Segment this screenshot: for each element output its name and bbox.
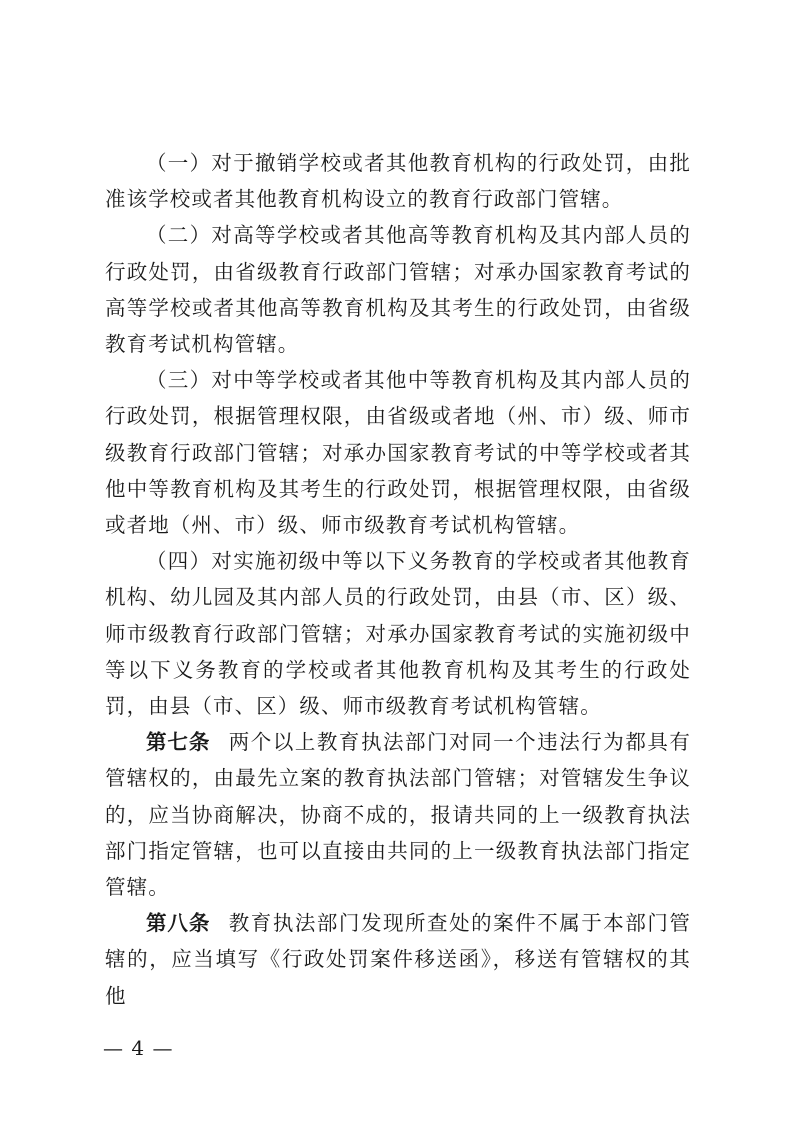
article-8-title: 第八条: [146, 911, 211, 936]
article-7-title: 第七条: [146, 730, 211, 755]
article-7: [105, 724, 691, 905]
paragraph-item-4: （四）对实施初级中等以下义务教育的学校或者其他教育机构、幼儿园及其内部人员的行政处罚，由县（市、区）级、师市级教育行政部门管辖；对承办国家教育考试的实施初级中等以下义务教育的学校或者其他教育机构及其考生的行政处罚，由县（市、区）级、师市级教育考试机构管辖。: [105, 549, 691, 719]
article-7-text: 两个以上教育执法部门对同一个违法行为都具有管辖权的，由最先立案的教育执法部门管辖；对管辖发生争议的，应当协商解决，协商不成的，报请共同的上一级教育执法部门指定管辖，也可以直接由共同的上一级教育执法部门指定管辖。: [105, 730, 692, 900]
document-body: [105, 145, 691, 1014]
paragraph-item-3: （三）对中等学校或者其他中等教育机构及其内部人员的行政处罚，根据管理权限，由省级或者地（州、市）级、师市级教育行政部门管辖；对承办国家教育考试的中等学校或者其他中等教育机构及其考生的行政处罚，根据管理权限，由省级或者地（州、市）级、师市级教育考试机构管辖。: [105, 368, 691, 538]
paragraph-item-1: （一）对于撤销学校或者其他教育机构的行政处罚，由批准该学校或者其他教育机构设立的教育行政部门管辖。: [105, 151, 691, 212]
article-8: [105, 905, 691, 1014]
page-number: — 4 —: [103, 1036, 174, 1060]
article-8-text: 教育执法部门发现所查处的案件不属于本部门管辖的，应当填写《行政处罚案件移送函》，移送有管辖权的其他: [105, 911, 692, 1008]
paragraph-item-2: （二）对高等学校或者其他高等教育机构及其内部人员的行政处罚，由省级教育行政部门管辖；对承办国家教育考试的高等学校或者其他高等教育机构及其考生的行政处罚，由省级教育考试机构管辖。: [105, 223, 691, 357]
